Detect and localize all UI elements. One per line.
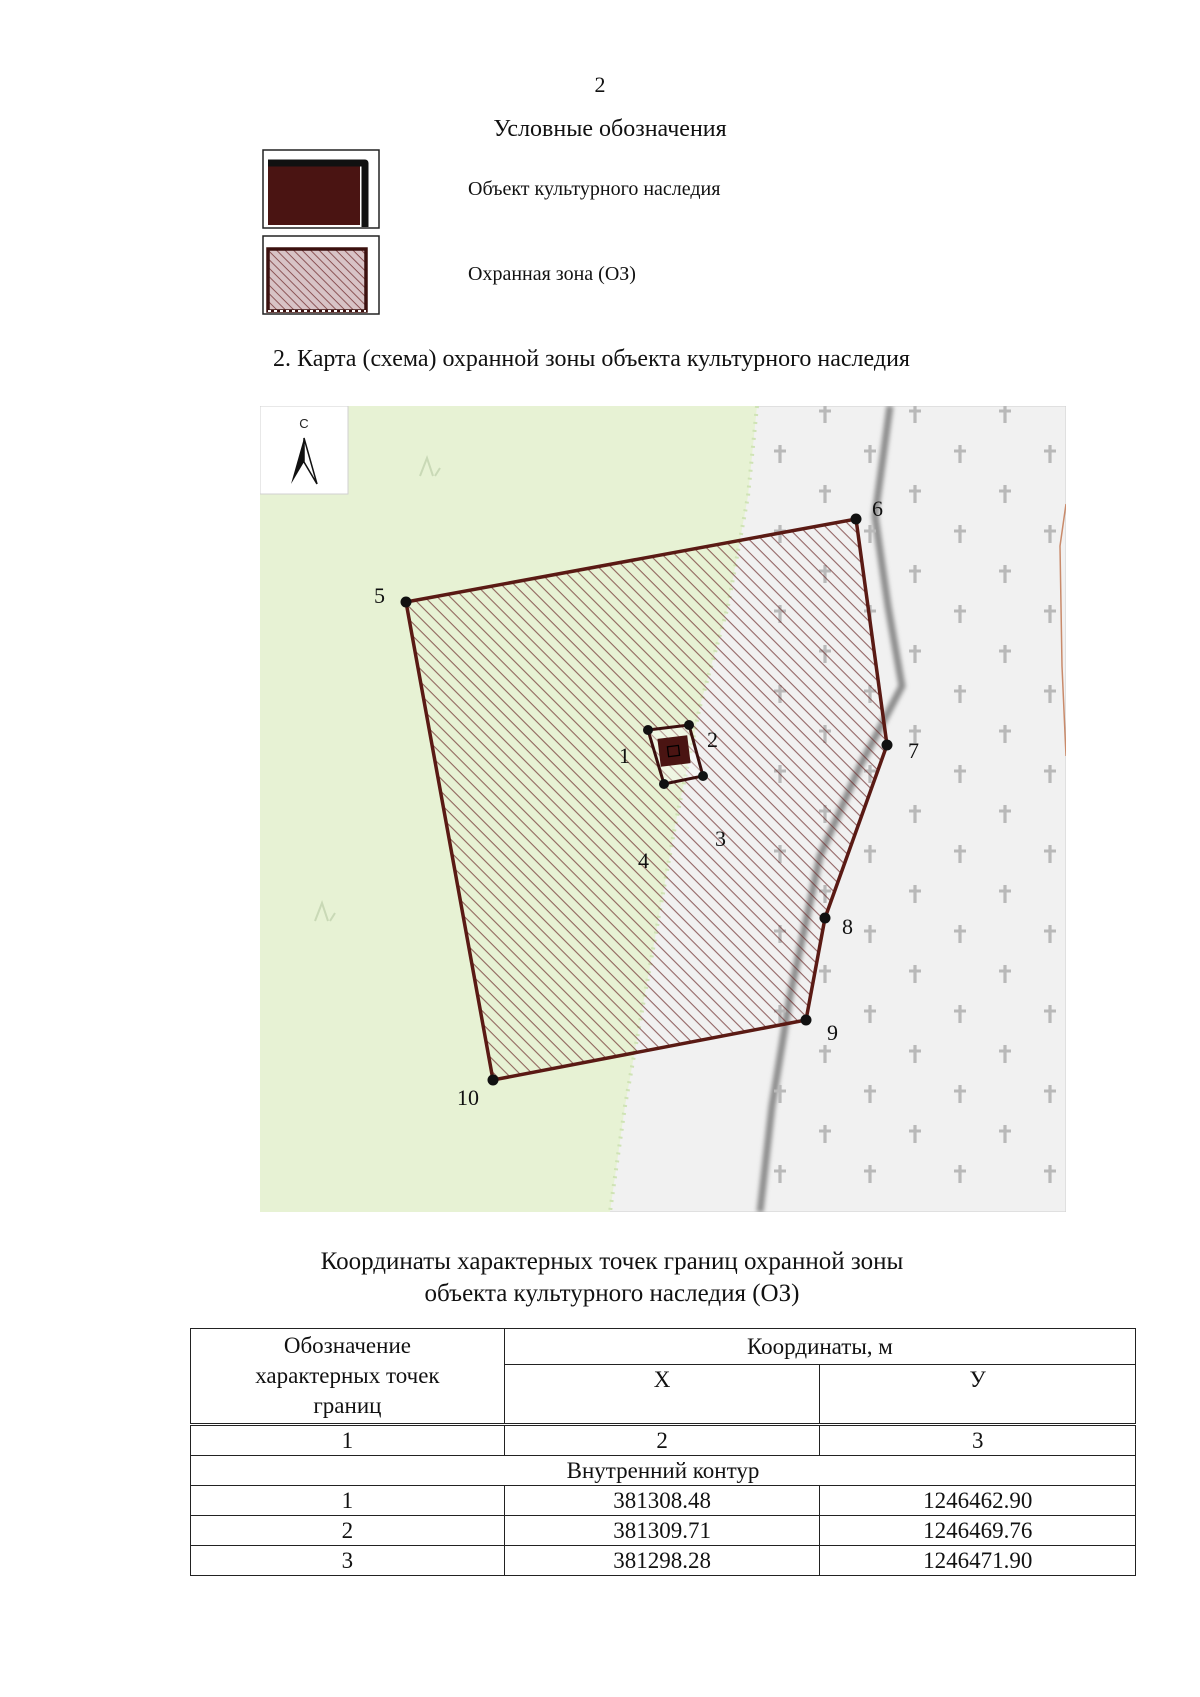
- table-row: [191, 1516, 1136, 1546]
- row-y: 1246471.90: [820, 1546, 1136, 1576]
- point-label-1: 1: [619, 743, 630, 768]
- point-4: [659, 779, 669, 789]
- point-2: [684, 720, 694, 730]
- map-title: 2. Карта (схема) охранной зоны объекта культурного наследия: [273, 346, 910, 372]
- table-row: [191, 1486, 1136, 1516]
- header-coordinates: Координаты, м: [504, 1329, 1135, 1365]
- row-x: 381308.48: [504, 1486, 820, 1516]
- table-title-line-1: Координаты характерных точек границ охранной зоны: [320, 1248, 904, 1275]
- point-3: [698, 771, 708, 781]
- point-label-4: 4: [638, 848, 649, 873]
- table-numbering-row: [191, 1425, 1136, 1456]
- header-y: У: [820, 1365, 1136, 1425]
- point-label-3: 3: [715, 826, 726, 851]
- numbering-cell: 3: [820, 1425, 1136, 1456]
- point-5: [401, 597, 412, 608]
- point-1: [643, 725, 653, 735]
- row-point: 2: [191, 1516, 505, 1546]
- numbering-cell: 2: [504, 1425, 820, 1456]
- header-points: Обозначение характерных точек границ: [191, 1329, 505, 1425]
- coordinates-table: [190, 1328, 1136, 1576]
- page-number: 2: [594, 72, 606, 97]
- section-label: Внутренний контур: [191, 1456, 1136, 1486]
- point-10: [488, 1075, 499, 1086]
- protection-zone-map: [260, 406, 1066, 1212]
- point-label-9: 9: [827, 1020, 838, 1045]
- row-point: 1: [191, 1486, 505, 1516]
- point-label-6: 6: [872, 496, 883, 521]
- numbering-cell: 1: [191, 1425, 505, 1456]
- legend-swatch-object: [262, 149, 380, 229]
- row-point: 3: [191, 1546, 505, 1576]
- heritage-object: [657, 735, 690, 766]
- header-x: Х: [504, 1365, 820, 1425]
- point-9: [801, 1015, 812, 1026]
- legend-label-object: Объект культурного наследия: [468, 178, 721, 200]
- point-label-5: 5: [374, 583, 385, 608]
- legend-title: Условные обозначения: [493, 116, 727, 142]
- point-7: [882, 740, 893, 751]
- north-arrow-label: С: [299, 416, 309, 431]
- point-label-7: 7: [908, 738, 919, 763]
- point-6: [851, 514, 862, 525]
- table-title-line-2: объекта культурного наследия (ОЗ): [424, 1280, 800, 1307]
- legend-swatch-zone: [262, 235, 380, 315]
- point-8: [820, 913, 831, 924]
- row-x: 381309.71: [504, 1516, 820, 1546]
- row-y: 1246469.76: [820, 1516, 1136, 1546]
- point-label-2: 2: [707, 727, 718, 752]
- table-section-row: [191, 1456, 1136, 1486]
- row-x: 381298.28: [504, 1546, 820, 1576]
- row-y: 1246462.90: [820, 1486, 1136, 1516]
- table-row: [191, 1546, 1136, 1576]
- point-label-8: 8: [842, 914, 853, 939]
- point-label-10: 10: [457, 1085, 479, 1110]
- table-title: [12, 1246, 1200, 1310]
- table-header-row: [191, 1329, 1136, 1365]
- legend-label-zone: Охранная зона (ОЗ): [468, 263, 636, 285]
